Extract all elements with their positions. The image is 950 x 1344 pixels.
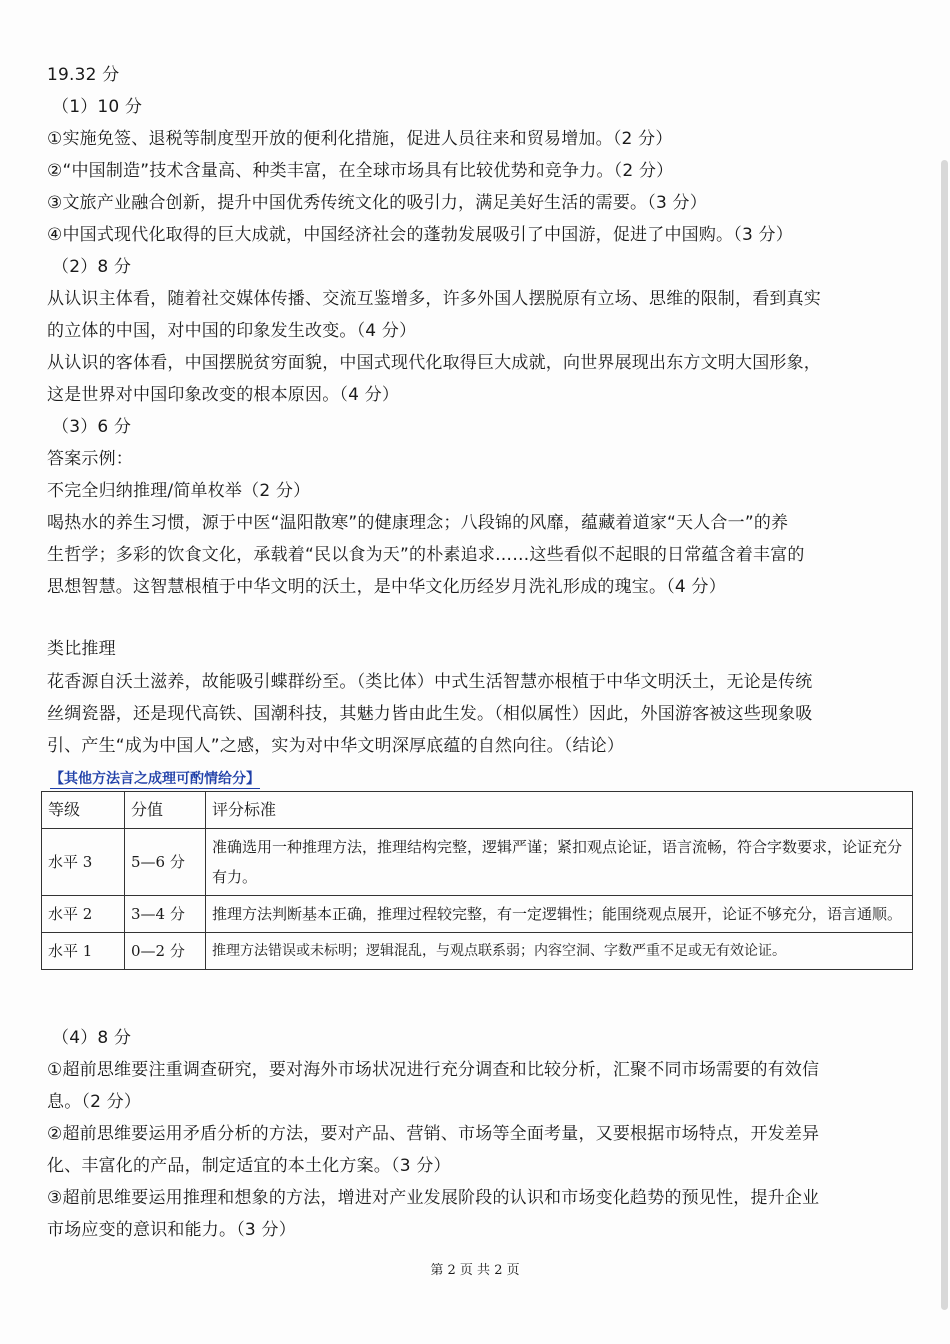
part2-heading: （2）8 分	[52, 257, 132, 277]
criteria-cell: 推理方法判断基本正确，推理过程较完整，有一定逻辑性；能围绕观点展开，论证不够充分，语言通顺。	[206, 896, 913, 933]
part3-method2-line: 丝绸瓷器，还是现代高铁、国潮科技，其魅力皆由此生发。（相似属性）因此，外国游客被这些现象吸	[47, 704, 813, 724]
table-row	[42, 933, 913, 970]
part3-method1-line: 喝热水的养生习惯，源于中医“温阳散寒”的健康理念；八段锦的风靡，蕴藏着道家“天人合一”的养	[47, 513, 789, 533]
part3-method1-line: 思想智慧。这智慧根植于中华文明的沃土，是中华文化历经岁月洗礼形成的瑰宝。（4 分）	[47, 577, 726, 597]
part3-example-label: 答案示例：	[47, 449, 133, 469]
part2-line: 从认识的客体看，中国摆脱贫穷面貌，中国式现代化取得巨大成就，向世界展现出东方文明大国形象，	[47, 353, 821, 373]
table-header-row	[42, 792, 913, 829]
level-cell: 水平 3	[42, 829, 125, 896]
part4-line: 市场应变的意识和能力。（3 分）	[47, 1220, 296, 1240]
level-cell: 水平 1	[42, 933, 125, 970]
part2-line: 这是世界对中国印象改变的根本原因。（4 分）	[47, 385, 400, 405]
score-cell: 5—6 分	[125, 829, 206, 896]
score-cell: 3—4 分	[125, 896, 206, 933]
part3-method2-line: 花香源自沃土滋养，故能吸引蝶群纷至。（类比体）中式生活智慧亦根植于中华文明沃土，无论是传统	[47, 672, 813, 692]
scoring-note: 【其他方法言之成理可酌情给分】	[50, 771, 260, 787]
table-header-cell: 评分标准	[206, 792, 913, 829]
table-row	[42, 829, 913, 896]
table-header-cell: 分值	[125, 792, 206, 829]
part2-line: 从认识主体看，随着社交媒体传播、交流互鉴增多，许多外国人摆脱原有立场、思维的限制，看到真实	[47, 289, 821, 309]
table-row	[42, 896, 913, 933]
part1-item: ④中国式现代化取得的巨大成就，中国经济社会的蓬勃发展吸引了中国游，促进了中国购。（3 分）	[47, 225, 793, 245]
part3-method2-line: 引、产生“成为中国人”之感，实为对中华文明深厚底蕴的自然向往。（结论）	[47, 736, 625, 756]
part3-method1-line: 生哲学；多彩的饮食文化，承载着“民以食为天”的朴素追求……这些看似不起眼的日常蕴含着丰富的	[47, 545, 805, 565]
part1-item: ③文旅产业融合创新，提升中国优秀传统文化的吸引力，满足美好生活的需要。（3 分）	[47, 193, 707, 213]
level-cell: 水平 2	[42, 896, 125, 933]
part3-method1-title: 不完全归纳推理/简单枚举（2 分）	[47, 481, 311, 501]
part3-method2-title: 类比推理	[47, 639, 116, 659]
table-header-cell: 等级	[42, 792, 125, 829]
vertical-scrollbar[interactable]	[941, 160, 948, 1310]
page-footer: 第 2 页 共 2 页	[430, 1263, 520, 1278]
part4-line: 化、丰富化的产品，制定适宜的本土化方案。（3 分）	[47, 1156, 451, 1176]
part4-line: ①超前思维要注重调查研究，要对海外市场状况进行充分调查和比较分析，汇聚不同市场需要的有效信	[47, 1060, 820, 1080]
part2-line: 的立体的中国，对中国的印象发生改变。（4 分）	[47, 321, 417, 341]
part3-heading: （3）6 分	[52, 417, 132, 437]
part4-line: ③超前思维要运用推理和想象的方法，增进对产业发展阶段的认识和市场变化趋势的预见性，提升企业	[47, 1188, 820, 1208]
part4-line: ②超前思维要运用矛盾分析的方法，要对产品、营销、市场等全面考量，又要根据市场特点，开发差异	[47, 1124, 820, 1144]
part1-item: ①实施免签、退税等制度型开放的便利化措施，促进人员往来和贸易增加。（2 分）	[47, 129, 673, 149]
grading-table	[41, 791, 913, 970]
criteria-cell: 推理方法错误或未标明；逻辑混乱，与观点联系弱；内容空洞、字数严重不足或无有效论证。	[206, 933, 913, 970]
part4-heading: （4）8 分	[52, 1028, 132, 1048]
part1-heading: （1）10 分	[52, 97, 143, 117]
criteria-cell: 准确选用一种推理方法，推理结构完整，逻辑严谨；紧扣观点论证，语言流畅，符合字数要求，论证充分有力。	[206, 829, 913, 896]
question-header: 19.32 分	[47, 65, 120, 85]
part1-item: ②“中国制造”技术含量高、种类丰富，在全球市场具有比较优势和竞争力。（2 分）	[47, 161, 674, 181]
part4-line: 息。（2 分）	[47, 1092, 142, 1112]
score-cell: 0—2 分	[125, 933, 206, 970]
